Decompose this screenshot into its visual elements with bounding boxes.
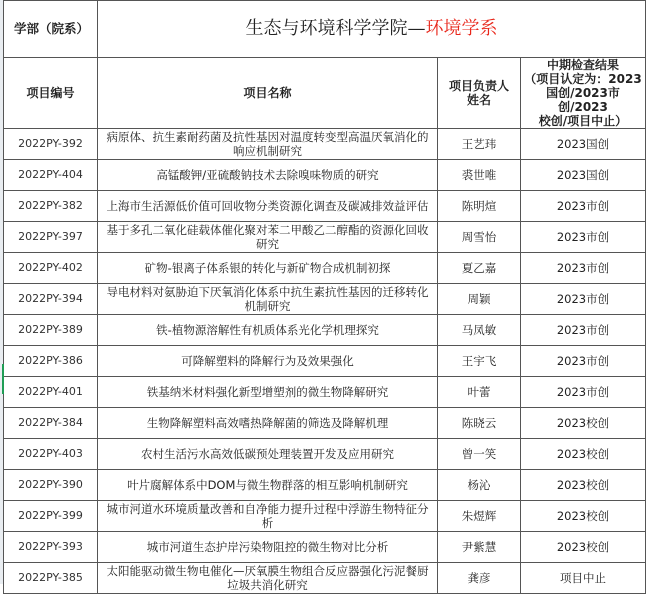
project-name-cell[interactable]: 高锰酸钾/亚硫酸钠技术去除嗅味物质的研究 — [98, 160, 438, 191]
leader-cell[interactable]: 尹紫慧 — [438, 532, 521, 563]
project-id-cell[interactable]: 2022PY-389 — [4, 315, 98, 346]
leader-cell[interactable]: 周颖 — [438, 284, 521, 315]
project-id-cell[interactable]: 2022PY-404 — [4, 160, 98, 191]
result-cell[interactable]: 2023校创 — [521, 408, 646, 439]
project-name-cell[interactable]: 可降解塑料的降解行为及效果强化 — [98, 346, 438, 377]
header-project-id[interactable]: 项目编号 — [4, 58, 98, 129]
selected-row-indicator — [2, 364, 4, 394]
header-result-line4: 校创/项目中止） — [538, 114, 628, 128]
table-row — [4, 284, 646, 315]
leader-cell[interactable]: 裘世唯 — [438, 160, 521, 191]
project-id-cell[interactable]: 2022PY-390 — [4, 470, 98, 501]
table-row — [4, 501, 646, 532]
table-row — [4, 315, 646, 346]
header-row — [4, 58, 646, 129]
project-id-cell[interactable]: 2022PY-401 — [4, 377, 98, 408]
header-result-line2: （项目认定为：2023 — [524, 72, 642, 86]
result-cell[interactable]: 2023市创 — [521, 253, 646, 284]
leader-cell[interactable]: 朱煜辉 — [438, 501, 521, 532]
project-id-cell[interactable]: 2022PY-397 — [4, 222, 98, 253]
table-row — [4, 191, 646, 222]
department-value[interactable] — [98, 1, 646, 58]
header-result-line3: 国创/2023市创/2023 — [546, 86, 620, 114]
department-row — [4, 1, 646, 58]
department-label[interactable]: 学部（院系） — [4, 1, 98, 58]
project-name-cell[interactable]: 叶片腐解体系中DOM与微生物群落的相互影响机制研究 — [98, 470, 438, 501]
table-row — [4, 346, 646, 377]
department-accent: 环境学系 — [425, 18, 498, 39]
project-id-cell[interactable]: 2022PY-384 — [4, 408, 98, 439]
project-table — [3, 0, 646, 594]
leader-cell[interactable]: 王艺玮 — [438, 129, 521, 160]
project-id-cell[interactable]: 2022PY-386 — [4, 346, 98, 377]
leader-cell[interactable]: 王宇飞 — [438, 346, 521, 377]
project-id-cell[interactable]: 2022PY-393 — [4, 532, 98, 563]
header-leader-line1: 项目负责人 — [448, 79, 509, 93]
result-cell[interactable]: 2023市创 — [521, 377, 646, 408]
leader-cell[interactable]: 杨沁 — [438, 470, 521, 501]
project-id-cell[interactable]: 2022PY-403 — [4, 439, 98, 470]
result-cell[interactable]: 2023市创 — [521, 284, 646, 315]
table-row — [4, 563, 646, 594]
result-cell[interactable]: 项目中止 — [521, 563, 646, 594]
result-cell[interactable]: 2023市创 — [521, 346, 646, 377]
project-name-cell[interactable]: 太阳能驱动微生物电催化—厌氧膜生物组合反应器强化污泥餐厨垃圾共消化研究 — [98, 563, 438, 594]
project-name-cell[interactable]: 铁-植物源溶解性有机质体系光化学机理探究 — [98, 315, 438, 346]
header-project-name[interactable]: 项目名称 — [98, 58, 438, 129]
table-row — [4, 408, 646, 439]
leader-cell[interactable]: 叶蕾 — [438, 377, 521, 408]
project-id-cell[interactable]: 2022PY-385 — [4, 563, 98, 594]
result-cell[interactable]: 2023市创 — [521, 191, 646, 222]
leader-cell[interactable]: 龚彦 — [438, 563, 521, 594]
spreadsheet — [3, 0, 646, 594]
project-id-cell[interactable]: 2022PY-382 — [4, 191, 98, 222]
table-row — [4, 222, 646, 253]
project-name-cell[interactable]: 生物降解塑料高效嗜热降解菌的筛选及降解机理 — [98, 408, 438, 439]
project-name-cell[interactable]: 上海市生活源低价值可回收物分类资源化调查及碳减排效益评估 — [98, 191, 438, 222]
project-id-cell[interactable]: 2022PY-392 — [4, 129, 98, 160]
result-cell[interactable]: 2023市创 — [521, 315, 646, 346]
result-cell[interactable]: 2023校创 — [521, 532, 646, 563]
table-row — [4, 129, 646, 160]
header-leader[interactable] — [438, 58, 521, 129]
header-leader-line2: 姓名 — [466, 93, 491, 107]
result-cell[interactable]: 2023校创 — [521, 501, 646, 532]
table-row — [4, 532, 646, 563]
leader-cell[interactable]: 马凤敏 — [438, 315, 521, 346]
project-name-cell[interactable]: 城市河道水环境质量改善和自净能力提升过程中浮游生物特征分析 — [98, 501, 438, 532]
result-cell[interactable]: 2023国创 — [521, 160, 646, 191]
project-name-cell[interactable]: 铁基纳米材料强化新型增塑剂的微生物降解研究 — [98, 377, 438, 408]
project-name-cell[interactable]: 病原体、抗生素耐药菌及抗性基因对温度转变型高温厌氧消化的响应机制研究 — [98, 129, 438, 160]
leader-cell[interactable]: 夏乙嘉 — [438, 253, 521, 284]
project-name-cell[interactable]: 城市河道生态护岸污染物阻控的微生物对比分析 — [98, 532, 438, 563]
header-result-line1: 中期检查结果 — [546, 58, 619, 72]
leader-cell[interactable]: 陈晓云 — [438, 408, 521, 439]
leader-cell[interactable]: 陈明煊 — [438, 191, 521, 222]
project-name-cell[interactable]: 导电材料对氨胁迫下厌氧消化体系中抗生素抗性基因的迁移转化机制研究 — [98, 284, 438, 315]
department-name: 生态与环境科学学院— — [245, 18, 426, 39]
project-id-cell[interactable]: 2022PY-399 — [4, 501, 98, 532]
project-id-cell[interactable]: 2022PY-402 — [4, 253, 98, 284]
table-row — [4, 160, 646, 191]
result-cell[interactable]: 2023校创 — [521, 439, 646, 470]
leader-cell[interactable]: 周雪怡 — [438, 222, 521, 253]
project-name-cell[interactable]: 农村生活污水高效低碳预处理装置开发及应用研究 — [98, 439, 438, 470]
table-row — [4, 439, 646, 470]
table-row — [4, 470, 646, 501]
result-cell[interactable]: 2023国创 — [521, 129, 646, 160]
project-name-cell[interactable]: 基于多孔二氧化硅载体催化聚对苯二甲酸乙二醇酯的资源化回收研究 — [98, 222, 438, 253]
header-result[interactable] — [521, 58, 646, 129]
project-name-cell[interactable]: 矿物-银离子体系银的转化与新矿物合成机制初探 — [98, 253, 438, 284]
result-cell[interactable]: 2023校创 — [521, 470, 646, 501]
project-id-cell[interactable]: 2022PY-394 — [4, 284, 98, 315]
table-row — [4, 253, 646, 284]
result-cell[interactable]: 2023市创 — [521, 222, 646, 253]
table-row — [4, 377, 646, 408]
leader-cell[interactable]: 曾一笑 — [438, 439, 521, 470]
